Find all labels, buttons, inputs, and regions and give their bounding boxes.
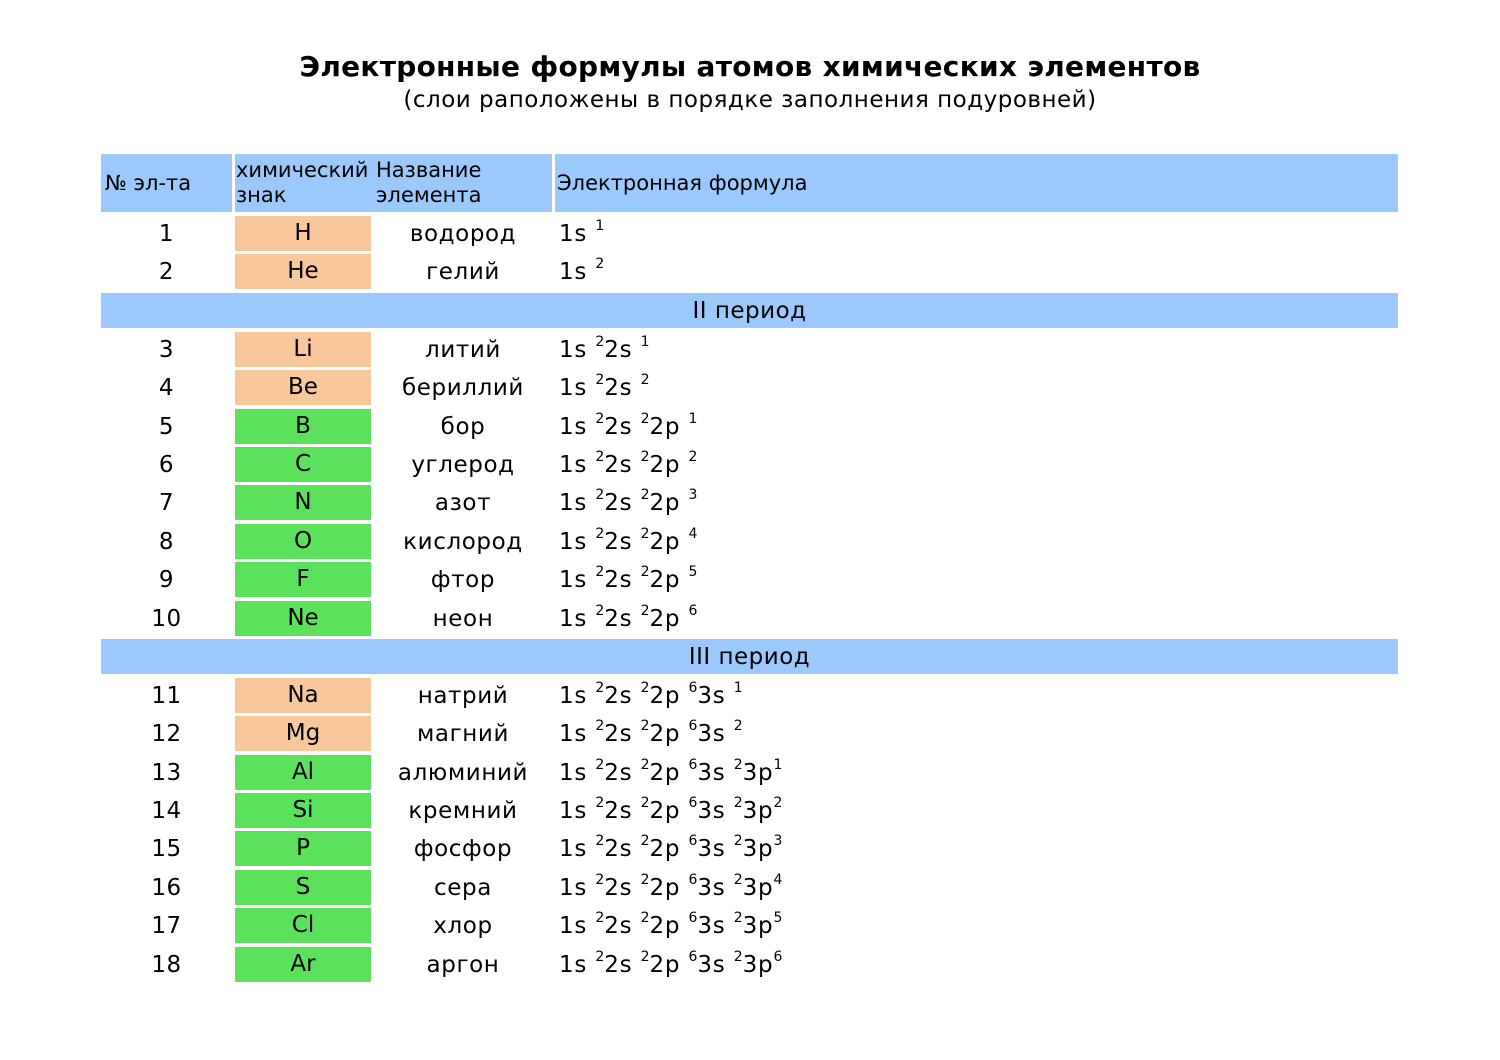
header-number: № эл-та: [105, 170, 192, 195]
table-row: [101, 445, 1398, 483]
orbital-electrons: 2: [640, 948, 650, 965]
header-divider: [232, 154, 235, 212]
element-number: 12: [151, 721, 182, 748]
orbital-label: 3s: [697, 721, 734, 748]
orbital-electrons: 2: [595, 372, 605, 389]
orbital-label: 2p: [649, 605, 689, 632]
orbital-label: 3p: [742, 951, 774, 978]
orbital-electrons: 6: [688, 602, 698, 619]
orbital-label: 2s: [604, 375, 641, 402]
element-number: 3: [158, 336, 175, 363]
orbital-electrons: 2: [595, 795, 605, 812]
element-name: литий: [425, 336, 501, 363]
orbital-label: 3s: [697, 913, 734, 940]
orbital-label: 3s: [697, 951, 734, 978]
orbital-label: 3p: [742, 913, 774, 940]
orbital-electrons: 2: [595, 718, 605, 735]
orbital-electrons: 5: [773, 910, 783, 927]
table-row: [101, 753, 1398, 791]
orbital-label: 2s: [604, 451, 641, 478]
orbital-electrons: 6: [688, 679, 698, 696]
orbital-electrons: 2: [595, 910, 605, 927]
page-subtitle: (слои раположены в порядке заполнения подуровней): [403, 87, 1097, 113]
electron-formula: [559, 599, 697, 637]
orbital-electrons: 2: [733, 756, 743, 773]
electron-formula: [559, 753, 782, 791]
orbital-electrons: 2: [640, 871, 650, 888]
orbital-electrons: 6: [688, 833, 698, 850]
orbital-electrons: 2: [640, 564, 650, 581]
orbital-label: 2s: [604, 682, 641, 709]
element-symbol: F: [235, 562, 371, 597]
orbital-electrons: 2: [595, 487, 605, 504]
orbital-label: 2s: [604, 567, 641, 594]
orbital-electrons: 2: [640, 679, 650, 696]
orbital-label: 2p: [649, 759, 689, 786]
orbital-electrons: 2: [640, 448, 650, 465]
orbital-electrons: 6: [688, 795, 698, 812]
orbital-label: 3s: [697, 836, 734, 863]
table-row: [101, 522, 1398, 560]
element-number: 10: [151, 605, 182, 632]
orbital-label: 2s: [604, 951, 641, 978]
orbital-label: 1s: [559, 798, 596, 825]
orbital-electrons: 4: [773, 871, 783, 888]
orbital-electrons: 6: [688, 756, 698, 773]
orbital-label: 2s: [604, 759, 641, 786]
orbital-label: 2s: [604, 874, 641, 901]
orbital-electrons: 2: [640, 525, 650, 542]
electron-formula: [559, 522, 697, 560]
header-formula: Электронная формула: [557, 170, 808, 195]
element-number: 11: [151, 682, 182, 709]
element-name: кислород: [403, 528, 523, 555]
electron-formula: [559, 252, 604, 290]
element-number: 17: [151, 913, 182, 940]
orbital-electrons: 1: [595, 218, 605, 234]
orbital-label: 1s: [559, 413, 596, 440]
element-symbol: Ne: [235, 601, 371, 636]
orbital-label: 2p: [649, 913, 689, 940]
element-number: 18: [151, 951, 182, 978]
table-row: [101, 560, 1398, 598]
element-symbol: Al: [235, 755, 371, 790]
element-name: аргон: [426, 951, 500, 978]
orbital-label: 2s: [604, 528, 641, 555]
orbital-electrons: 2: [640, 795, 650, 812]
table-row: [101, 791, 1398, 829]
element-name: бериллий: [402, 375, 524, 402]
period-header: III период: [101, 639, 1398, 674]
orbital-electrons: 2: [733, 718, 743, 735]
table-row: [101, 945, 1398, 983]
element-symbol: Na: [235, 678, 371, 713]
element-number: 5: [158, 413, 175, 440]
orbital-electrons: 1: [733, 679, 743, 696]
orbital-electrons: 2: [773, 795, 783, 812]
orbital-electrons: 2: [733, 910, 743, 927]
element-name: хлор: [433, 913, 493, 940]
orbital-electrons: 2: [595, 679, 605, 696]
element-symbol: B: [235, 409, 371, 444]
orbital-electrons: 6: [688, 910, 698, 927]
table-row: [101, 368, 1398, 406]
element-symbol: Li: [235, 332, 371, 367]
element-symbol: Ar: [235, 947, 371, 982]
element-number: 4: [158, 375, 175, 402]
element-symbol: Cl: [235, 908, 371, 943]
element-number: 15: [151, 836, 182, 863]
orbital-electrons: 2: [733, 871, 743, 888]
element-number: 6: [158, 451, 175, 478]
orbital-electrons: 2: [640, 756, 650, 773]
orbital-label: 2s: [604, 798, 641, 825]
element-symbol: Be: [235, 370, 371, 405]
page-title: Электронные формулы атомов химических элементов: [299, 50, 1201, 83]
table-row: [101, 407, 1398, 445]
orbital-electrons: 2: [733, 833, 743, 850]
orbital-electrons: 2: [595, 602, 605, 619]
orbital-electrons: 2: [640, 718, 650, 735]
electron-formula: [559, 483, 697, 521]
element-name: неон: [432, 605, 494, 632]
orbital-electrons: 2: [733, 795, 743, 812]
electron-formula: [559, 714, 743, 752]
orbital-electrons: 2: [595, 448, 605, 465]
orbital-label: 2s: [604, 836, 641, 863]
orbital-electrons: 2: [595, 525, 605, 542]
element-name: фтор: [430, 567, 496, 594]
table-row: [101, 868, 1398, 906]
orbital-label: 2p: [649, 567, 689, 594]
element-name: алюминий: [397, 759, 529, 786]
orbital-label: 1s: [559, 375, 596, 402]
orbital-label: 2s: [604, 721, 641, 748]
orbital-electrons: 1: [688, 410, 698, 427]
element-name: азот: [434, 490, 492, 517]
orbital-label: 1s: [559, 259, 596, 286]
element-symbol: Si: [235, 793, 371, 828]
electron-formula: [559, 676, 743, 714]
element-name: сера: [434, 874, 492, 901]
orbital-label: 3s: [697, 682, 734, 709]
orbital-label: 2p: [649, 951, 689, 978]
electron-formula: [559, 945, 782, 983]
element-symbol: S: [235, 870, 371, 905]
electron-formula: [559, 214, 604, 252]
table-row: [101, 214, 1398, 252]
orbital-label: 1s: [559, 528, 596, 555]
orbital-label: 1s: [559, 567, 596, 594]
orbital-electrons: 6: [688, 948, 698, 965]
orbital-label: 1s: [559, 759, 596, 786]
element-name: кремний: [408, 798, 518, 825]
table-row: [101, 252, 1398, 290]
table-row: [101, 676, 1398, 714]
orbital-label: 2p: [649, 798, 689, 825]
table-header: [101, 154, 1398, 212]
orbital-label: 3s: [697, 874, 734, 901]
table-row: [101, 829, 1398, 867]
element-name: водород: [409, 221, 517, 247]
orbital-electrons: 6: [688, 871, 698, 888]
orbital-label: 1s: [559, 490, 596, 517]
element-number: 7: [158, 490, 175, 517]
electron-formula: [559, 445, 697, 483]
orbital-electrons: 1: [640, 333, 650, 350]
orbital-electrons: 2: [595, 756, 605, 773]
orbital-electrons: 2: [733, 948, 743, 965]
table-body: [101, 214, 1398, 983]
electron-formula: [559, 560, 697, 598]
orbital-label: 2s: [604, 413, 641, 440]
orbital-electrons: 5: [688, 564, 698, 581]
orbital-label: 1s: [559, 605, 596, 632]
table-row: [101, 330, 1398, 368]
orbital-label: 1s: [559, 682, 596, 709]
orbital-electrons: 2: [595, 833, 605, 850]
orbital-label: 2p: [649, 836, 689, 863]
orbital-label: 2p: [649, 682, 689, 709]
orbital-electrons: 2: [595, 948, 605, 965]
element-number: 13: [151, 759, 182, 786]
element-name: гелий: [426, 259, 500, 286]
orbital-label: 2s: [604, 336, 641, 363]
orbital-label: 1s: [559, 721, 596, 748]
table-row: [101, 483, 1398, 521]
orbital-electrons: 6: [688, 718, 698, 735]
orbital-label: 1s: [559, 913, 596, 940]
orbital-electrons: 2: [640, 410, 650, 427]
orbital-electrons: 2: [595, 564, 605, 581]
orbital-electrons: 2: [595, 871, 605, 888]
element-number: 1: [158, 221, 175, 247]
orbital-electrons: 2: [640, 833, 650, 850]
orbital-electrons: 2: [595, 256, 605, 273]
orbital-label: 2p: [649, 490, 689, 517]
orbital-label: 3s: [697, 798, 734, 825]
orbital-electrons: 3: [688, 487, 698, 504]
element-name: магний: [416, 721, 510, 748]
orbital-label: 1s: [559, 336, 596, 363]
orbital-label: 3p: [742, 836, 774, 863]
orbital-label: 2p: [649, 413, 689, 440]
element-symbol: C: [235, 447, 371, 482]
electron-formula: [559, 906, 782, 944]
element-symbol: Mg: [235, 716, 371, 751]
table-row: [101, 599, 1398, 637]
orbital-electrons: 3: [773, 833, 783, 850]
orbital-label: 1s: [559, 221, 596, 247]
element-name: фосфор: [413, 836, 513, 863]
period-header: II период: [101, 293, 1398, 328]
element-symbol: N: [235, 485, 371, 520]
element-number: 9: [158, 567, 175, 594]
element-number: 16: [151, 874, 182, 901]
orbital-electrons: 2: [640, 602, 650, 619]
element-symbol: O: [235, 524, 371, 559]
orbital-label: 3p: [742, 874, 774, 901]
orbital-label: 2s: [604, 605, 641, 632]
electron-formula: [559, 368, 650, 406]
electron-formula: [559, 868, 782, 906]
orbital-label: 2p: [649, 528, 689, 555]
electron-formula: [559, 407, 697, 445]
orbital-label: 1s: [559, 951, 596, 978]
element-number: 14: [151, 798, 182, 825]
element-number: 8: [158, 528, 175, 555]
orbital-label: 1s: [559, 874, 596, 901]
element-number: 2: [158, 259, 175, 286]
orbital-label: 2p: [649, 874, 689, 901]
orbital-electrons: 4: [688, 525, 698, 542]
orbital-label: 2p: [649, 721, 689, 748]
orbital-electrons: 6: [773, 948, 783, 965]
header-divider: [552, 154, 555, 212]
electron-formula: [559, 330, 650, 368]
orbital-label: 2s: [604, 490, 641, 517]
orbital-electrons: 2: [595, 410, 605, 427]
element-symbol: H: [235, 216, 371, 251]
element-name: бор: [440, 413, 486, 440]
orbital-label: 3p: [742, 759, 774, 786]
orbital-electrons: 2: [640, 487, 650, 504]
orbital-electrons: 1: [773, 756, 783, 773]
element-name: натрий: [417, 682, 509, 709]
table-row: [101, 714, 1398, 752]
orbital-label: 3p: [742, 798, 774, 825]
header-name: Название элемента: [376, 158, 482, 207]
electron-formula: [559, 791, 782, 829]
electron-formula: [559, 829, 782, 867]
orbital-electrons: 2: [640, 372, 650, 389]
orbital-electrons: 2: [595, 333, 605, 350]
table-row: [101, 906, 1398, 944]
element-name: углерод: [411, 451, 515, 478]
header-symbol: химический знак: [236, 158, 369, 207]
orbital-electrons: 2: [688, 448, 698, 465]
orbital-label: 2s: [604, 913, 641, 940]
electron-formula-table: [101, 154, 1398, 983]
orbital-label: 1s: [559, 451, 596, 478]
orbital-label: 3s: [697, 759, 734, 786]
orbital-label: 1s: [559, 836, 596, 863]
element-symbol: He: [235, 254, 371, 289]
orbital-electrons: 2: [640, 910, 650, 927]
element-symbol: P: [235, 831, 371, 866]
orbital-label: 2p: [649, 451, 689, 478]
